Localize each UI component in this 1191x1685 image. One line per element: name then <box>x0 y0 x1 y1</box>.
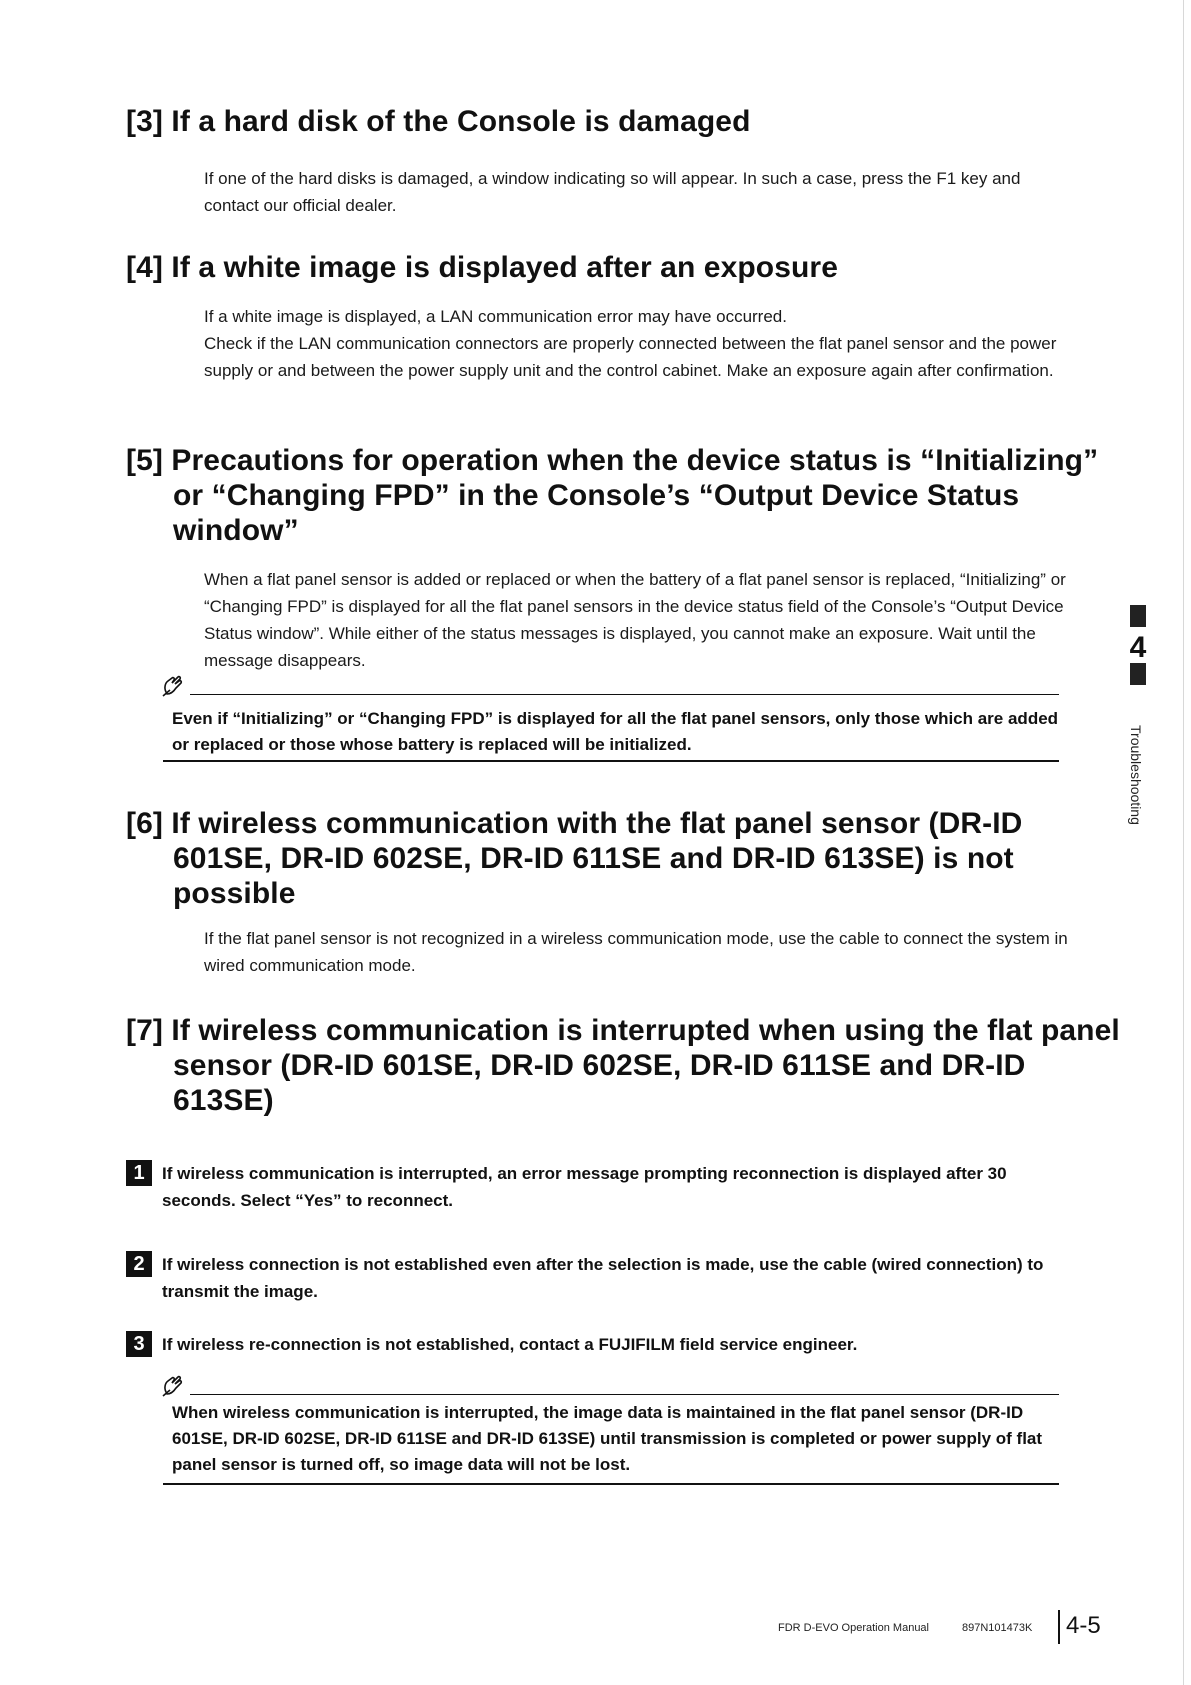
chapter-label-text: Troubleshooting <box>1128 725 1144 825</box>
heading-section-4: [4] If a white image is displayed after an exposure <box>126 251 838 284</box>
chapter-tab <box>1127 605 1149 685</box>
body-section-4: If a white image is displayed, a LAN communication error may have occurred. Check if the LAN communication connectors are properly connected between the flat panel sensor and the power supply or and between the power supply unit and the control cabinet. Make an exposure again after confirmation. <box>204 307 1057 380</box>
step-number: 2 <box>126 1251 152 1277</box>
note-top-rule <box>190 1394 1059 1395</box>
step-number: 1 <box>126 1160 152 1186</box>
note-section-5: Even if “Initializing” or “Changing FPD” is displayed for all the flat panel sensors, only those which are added or replaced or those whose battery is replaced will be initialized. <box>172 709 1059 754</box>
body-section-6: If the flat panel sensor is not recognized in a wireless communication mode, use the cable to connect the system in wired communication mode. <box>204 929 1068 975</box>
note-icon <box>160 672 186 698</box>
note-icon <box>160 1372 186 1398</box>
body-section-5: When a flat panel sensor is added or replaced or when the battery of a flat panel sensor is replaced, “Initializing” or “Changing FPD” is displayed for all the flat panel sensors in the device status field of the Console’s “Output Device Status window”. While either of the status messages is displayed, you cannot make an exposure. Wait until the message disappears. <box>204 570 1066 670</box>
heading-section-6: [6] If wireless communication with the flat panel sensor (DR-ID 601SE, DR-ID 602SE, DR-ID 611SE and DR-ID 613SE) is not possible <box>126 807 1023 910</box>
note-section-7: When wireless communication is interrupted, the image data is maintained in the flat panel sensor (DR-ID 601SE, DR-ID 602SE, DR-ID 611SE and DR-ID 613SE) until transmission is completed or power supply of flat panel sensor is turned off, so image data will not be lost. <box>172 1403 1043 1474</box>
note-top-rule <box>190 694 1059 695</box>
body-section-3: If one of the hard disks is damaged, a window indicating so will appear. In such a case, press the F1 key and contact our official dealer. <box>204 169 1021 215</box>
note-bottom-rule <box>163 760 1059 762</box>
footer-manual-title: FDR D-EVO Operation Manual <box>778 1622 929 1634</box>
step-text: If wireless communication is interrupted, an error message prompting reconnection is displayed after 30 seconds. Select “Yes” to reconnect. <box>162 1164 1007 1210</box>
heading-section-5: [5] Precautions for operation when the device status is “Initializing” or “Changing FPD” in the Console’s “Output Device Status window” <box>126 444 1099 547</box>
note-bottom-rule <box>163 1483 1059 1485</box>
footer-doc-code: 897N101473K <box>962 1622 1033 1634</box>
chapter-number: 4 <box>1129 631 1147 664</box>
chapter-label <box>1124 725 1144 855</box>
page-edge-line <box>1183 0 1184 1685</box>
footer-divider <box>1058 1610 1060 1644</box>
step-text: If wireless connection is not established even after the selection is made, use the cable (wired connection) to transmit the image. <box>162 1255 1044 1301</box>
heading-section-7: [7] If wireless communication is interrupted when using the flat panel sensor (DR-ID 601SE, DR-ID 602SE, DR-ID 611SE and DR-ID 613SE) <box>126 1014 1120 1117</box>
step-number: 3 <box>126 1331 152 1357</box>
footer-page-number: 4-5 <box>1066 1612 1101 1639</box>
heading-section-3: [3] If a hard disk of the Console is damaged <box>126 105 751 138</box>
step-text: If wireless re-connection is not established, contact a FUJIFILM field service engineer. <box>162 1335 858 1354</box>
